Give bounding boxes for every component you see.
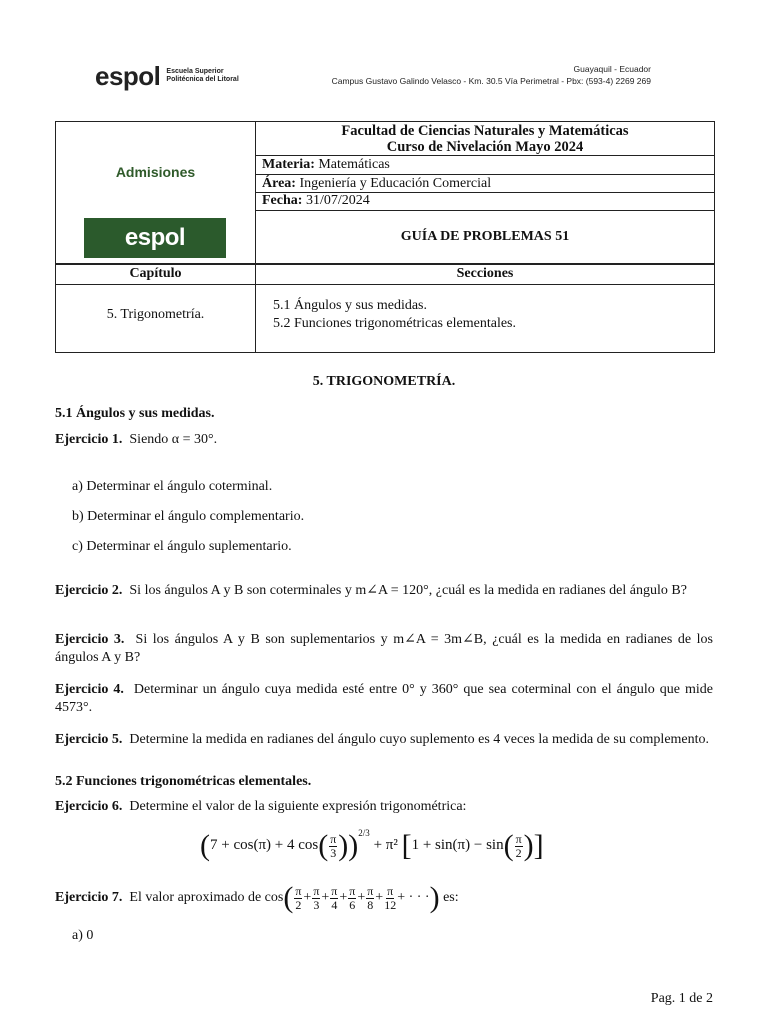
- main-title: 5. TRIGONOMETRÍA.: [312, 374, 456, 389]
- section-2-heading: 5.2 Funciones trigonométricas elementales.: [55, 774, 312, 789]
- chapter-cell: 5. Trigonometría.: [106, 307, 205, 322]
- page-number: Pag. 1 de 2: [650, 991, 713, 1006]
- header-table: [55, 121, 715, 264]
- section-1-heading: 5.1 Ángulos y sus medidas.: [55, 406, 215, 421]
- badge-word: espol: [124, 224, 186, 251]
- exercise-5: Ejercicio 5. Determine la medida en radianes del ángulo cuyo suplemento es 4 veces la medida de su complemento.: [55, 732, 710, 747]
- materia-row: Materia: Matemáticas: [262, 157, 390, 172]
- espol-logo: [95, 60, 239, 92]
- logo-word: espol: [95, 60, 161, 91]
- exercise-6-expression: ( 7 + cos(π) + 4 cos ( $\frac{\pi}{3}$ ) ) 2/3 + π² [ 1 + sin(π) − sin ( $\frac{\pi}{2}$ ) ]: [200, 828, 544, 862]
- section-1: 5.1 Ángulos y sus medidas.: [273, 298, 427, 313]
- area-row: Área: Ingeniería y Educación Comercial: [262, 176, 492, 191]
- faculty-title: [256, 122, 714, 155]
- sections-cell: [273, 297, 516, 333]
- exercise-7-a: a) 0: [72, 928, 94, 943]
- exercise-1-c: c) Determinar el ángulo suplementario.: [72, 539, 292, 554]
- col-sections: Secciones: [256, 265, 714, 285]
- exercise-7: Ejercicio 7. El valor aproximado de cos ( $\frac{\pi}{2}$ + $\frac{\pi}{3}$ + $\frac{\pi}{4}$ + $\frac{\pi}{6}$ + $\frac{\pi}{8}$ + $\frac{\pi}{12}$ + · · · ) es:: [55, 881, 459, 914]
- exercise-1-b: b) Determinar el ángulo complementario.: [72, 509, 305, 524]
- espol-badge: [84, 218, 226, 258]
- section-2: 5.2 Funciones trigonométricas elementales.: [273, 316, 516, 331]
- exercise-1-a: a) Determinar el ángulo coterminal.: [72, 479, 273, 494]
- exercise-4: Ejercicio 4. Determinar un ángulo cuya medida esté entre 0° y 360° que sea coterminal con el ángulo que mide 4573°.: [55, 682, 713, 715]
- exercise-6: Ejercicio 6. Determine el valor de la siguiente expresión trigonométrica:: [55, 799, 467, 814]
- sections-table: [55, 264, 715, 353]
- admissions-label: Admisiones: [115, 164, 196, 180]
- guide-title: GUÍA DE PROBLEMAS 51: [400, 228, 570, 244]
- col-chapter: Capítulo: [56, 265, 255, 285]
- location: Guayaquil - Ecuador: [573, 64, 651, 74]
- admissions-cell: [56, 122, 256, 263]
- fecha-row: Fecha: 31/07/2024: [262, 193, 370, 208]
- header-address: [332, 63, 651, 87]
- exercise-1: Ejercicio 1. Siendo α = 30°.: [55, 432, 218, 447]
- address: Campus Gustavo Galindo Velasco - Km. 30.5 Vía Perimetral - Pbx: (593-4) 2269 269: [331, 76, 651, 86]
- logo-subtitle: Escuela Superior Politécnica del Litoral: [166, 68, 239, 83]
- course-name: Curso de Nivelación Mayo 2024: [386, 139, 584, 155]
- exercise-3: Ejercicio 3. Si los ángulos A y B son suplementarios y m∠A = 3m∠B, ¿cuál es la medida en radianes de los ángulos A y B?: [55, 632, 713, 665]
- faculty-name: Facultad de Ciencias Naturales y Matemáticas: [341, 123, 629, 139]
- exercise-2: Ejercicio 2. Si los ángulos A y B son coterminales y m∠A = 120°, ¿cuál es la medida en radianes del ángulo B?: [55, 583, 687, 598]
